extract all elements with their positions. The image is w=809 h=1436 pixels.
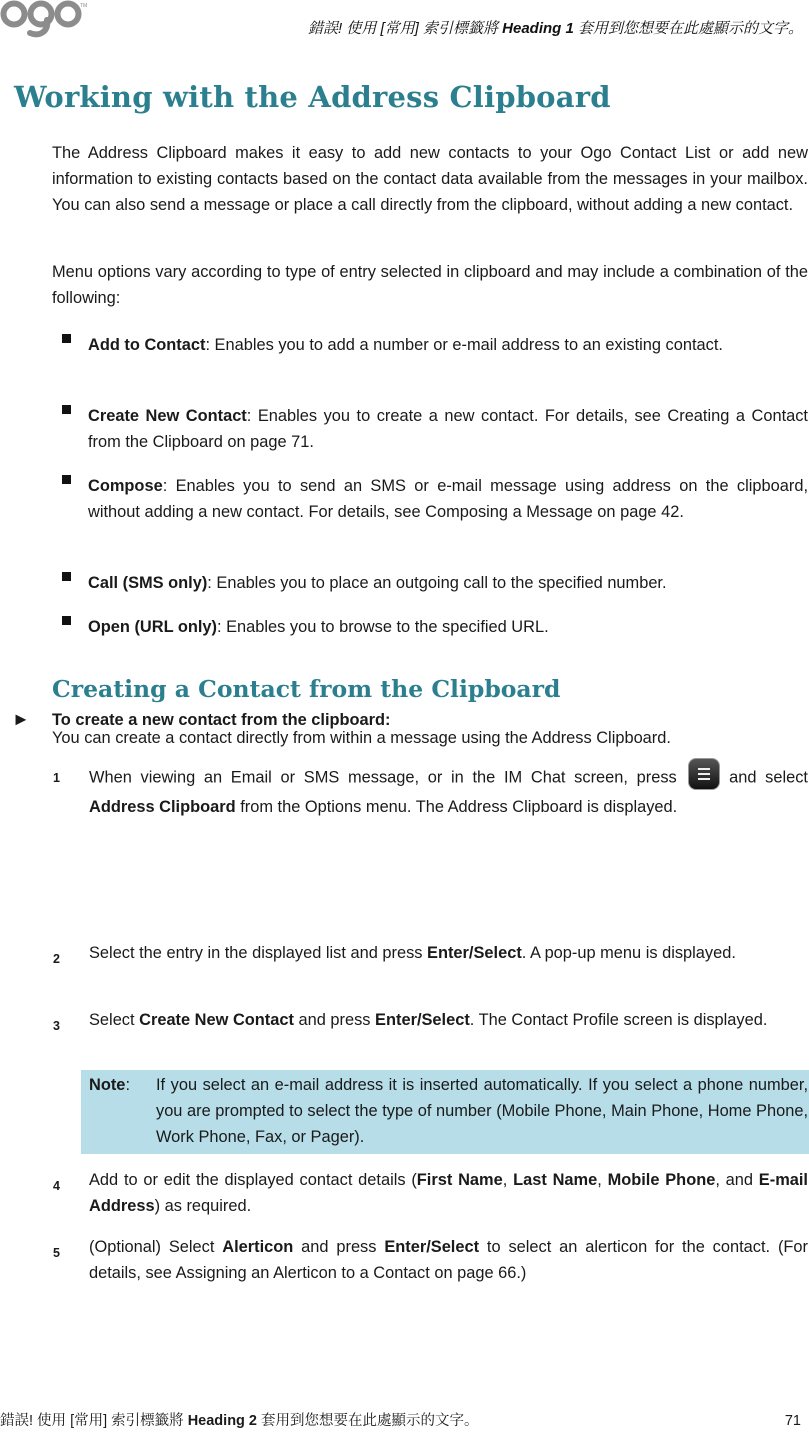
bullet-open-url: Open (URL only): Enables you to browse to the specified URL. (88, 618, 549, 636)
step-number: 5 (53, 1246, 60, 1260)
note-box (81, 1070, 809, 1154)
menu-options-paragraph: Menu options vary according to type of entry selected in clipboard and may include a combination of the following: (52, 263, 808, 307)
bullet-square-icon (62, 616, 71, 625)
bullet-create-new-contact: Create New Contact: Enables you to create a new contact. For details, see Creating a Contact from the Clipboard on page 71. (88, 407, 808, 451)
step-3: Select Create New Contact and press Enter/Select. The Contact Profile screen is displayed. (89, 1011, 768, 1029)
note-text: If you select an e-mail address it is inserted automatically. If you select a phone number, you are prompted to select the type of number (Mobile Phone, Main Phone, Home Phone, Work Phone, Fax, or Pager). (156, 1076, 808, 1146)
step-2: Select the entry in the displayed list and press Enter/Select. A pop-up menu is displayed. (89, 944, 736, 962)
bullet-square-icon (62, 405, 71, 414)
step-1: When viewing an Email or SMS message, or in the IM Chat screen, press and select Address Clipboard from the Options menu. The Address Clipboard is displayed. (89, 762, 808, 820)
bullet-square-icon (62, 475, 71, 484)
intro-paragraph: The Address Clipboard makes it easy to add new contacts to your Ogo Contact List or add new information to existing contacts based on the contact data available from the messages in your mailbox. You can also send a message or place a call directly from the clipboard, without adding a new contact. (52, 144, 808, 214)
triangle-right-icon: ► (12, 709, 30, 729)
subsection-title: Creating a Contact from the Clipboard (52, 675, 561, 703)
ogo-logo (0, 0, 86, 40)
bullet-square-icon (62, 334, 71, 343)
step-number: 2 (53, 952, 60, 966)
step-4: Add to or edit the displayed contact details (First Name, Last Name, Mobile Phone, and E-mail Address) as required. (89, 1171, 808, 1215)
bullet-call: Call (SMS only): Enables you to place an outgoing call to the specified number. (88, 574, 667, 592)
footer-error-text: 錯誤! 使用 [常用] 索引標籤將 Heading 2 套用到您想要在此處顯示的文字。 (0, 1413, 479, 1429)
header-error-text: 錯誤! 使用 [常用] 索引標籤將 Heading 1 套用到您想要在此處顯示的文字。 (307, 20, 803, 37)
bullet-compose: Compose: Enables you to send an SMS or e-mail message using address on the clipboard, without adding a new contact. For details, see Composing a Message on page 42. (88, 477, 808, 521)
svg-text:TM: TM (80, 3, 88, 9)
menu-key-icon (688, 758, 720, 790)
note-label: Note: (89, 1076, 130, 1094)
bullet-square-icon (62, 572, 71, 581)
step-number: 1 (53, 771, 60, 785)
section-title: Working with the Address Clipboard (14, 80, 611, 114)
procedure-title: To create a new contact from the clipboard: (52, 711, 391, 729)
subsection-intro: You can create a contact directly from within a message using the Address Clipboard. (52, 729, 671, 747)
step-5: (Optional) Select Alerticon and press Enter/Select to select an alerticon for the contact. (For details, see Assigning an Alerticon to a Contact on page 66.) (89, 1238, 808, 1282)
page-number: 71 (784, 1413, 801, 1429)
step-number: 4 (53, 1179, 60, 1193)
bullet-add-to-contact: Add to Contact: Enables you to add a number or e-mail address to an existing contact. (88, 336, 723, 354)
step-number: 3 (53, 1019, 60, 1033)
